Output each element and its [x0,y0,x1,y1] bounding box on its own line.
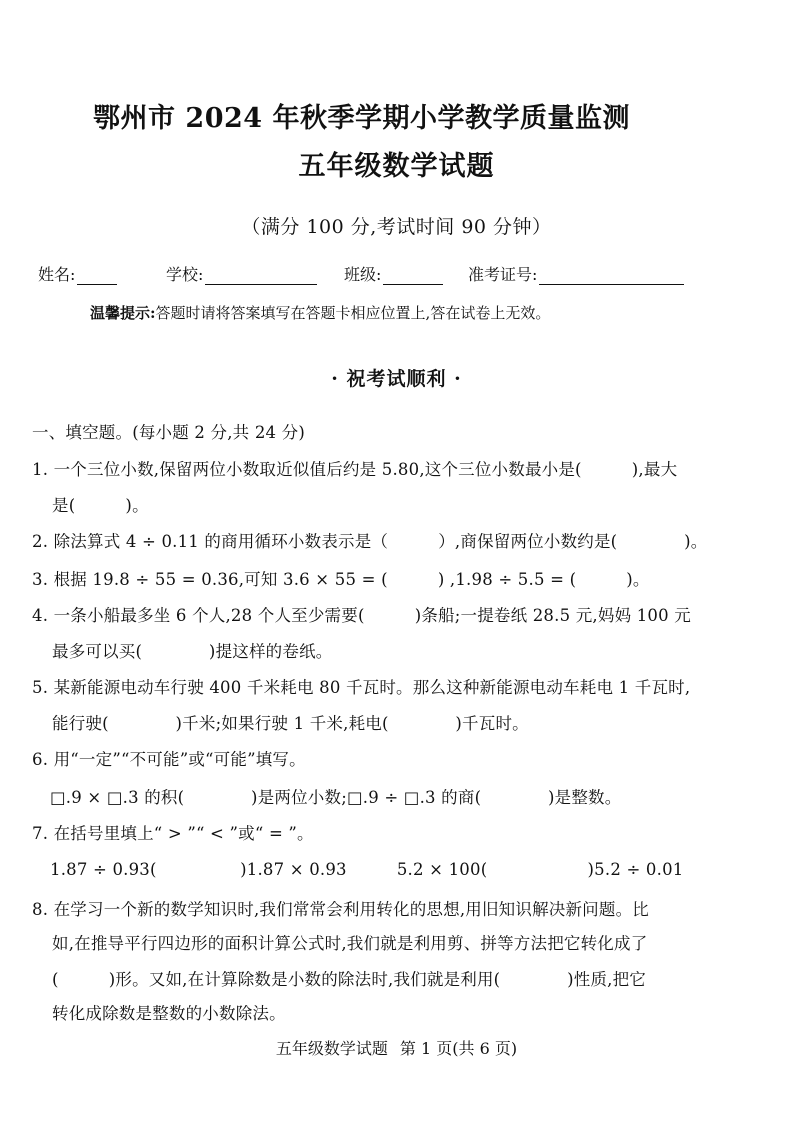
question-line: 如,在推导平行四边形的面积计算公式时,我们就是利用剪、拼等方法把它转化成了 [52,934,648,953]
question-line: 7. 在括号里填上“ > ”“ < ”或“ = ”。 [32,824,314,843]
exam-no-field [468,262,684,285]
good-luck-banner: · 祝考试顺利 · [331,368,462,390]
school-field [166,262,317,285]
school-label: 学校: [166,265,204,284]
class-blank [383,268,443,285]
name-blank [77,268,117,285]
question-line: ( )形。又如,在计算除数是小数的除法时,我们就是利用( )性质,把它 [52,970,646,989]
question-line: 6. 用“一定”“不可能”或“可能”填写。 [32,750,306,769]
student-info-row [38,262,758,284]
question-line: □.9 × □.3 的积( )是两位小数;□.9 ÷ □.3 的商( )是整数。 [50,788,622,807]
footer-page-number: 第 1 页(共 6 页) [399,1039,518,1058]
name-field [38,262,117,285]
exam-no-label: 准考证号: [468,265,538,284]
footer-title: 五年级数学试题 [275,1039,388,1058]
exam-title: 鄂州市 2024 年秋季学期小学教学质量监测 [93,103,630,134]
warm-tip [90,302,550,323]
question-line: 5. 某新能源电动车行驶 400 千米耗电 80 千瓦时。那么这种新能源电动车耗电 1 千瓦时, [32,678,691,697]
warm-tip-label: 温馨提示: [90,304,156,322]
name-label: 姓名: [38,265,76,284]
school-blank [205,268,317,285]
page-footer [0,1036,793,1059]
question-line: 8. 在学习一个新的数学知识时,我们常常会利用转化的思想,用旧知识解决新问题。比 [32,900,649,919]
exam-score-time: （满分 100 分,考试时间 90 分钟） [241,216,552,238]
question-line: 4. 一条小船最多坐 6 个人,28 个人至少需要( )条船;一提卷纸 28.5 元,妈妈 100 元 [32,606,691,625]
question-line: 3. 根据 19.8 ÷ 55 = 0.36,可知 3.6 × 55 = ( ) ,1.98 ÷ 5.5 = ( )。 [32,570,650,589]
question-line: 1. 一个三位小数,保留两位小数取近似值后约是 5.80,这个三位小数最小是( ),最大 [32,460,678,479]
class-label: 班级: [344,265,382,284]
question-line: 是( )。 [52,496,149,515]
exam-subject-title: 五年级数学试题 [298,151,495,182]
question-line: 最多可以买( )提这样的卷纸。 [52,642,333,661]
warm-tip-text: 答题时请将答案填写在答题卡相应位置上,答在试卷上无效。 [155,304,551,322]
question-line: 1.87 ÷ 0.93( )1.87 × 0.93 5.2 × 100( )5.2 ÷ 0.01 [50,860,684,879]
section-heading: 一、填空题。(每小题 2 分,共 24 分) [32,423,305,442]
question-line: 转化成除数是整数的小数除法。 [52,1004,286,1023]
question-line: 2. 除法算式 4 ÷ 0.11 的商用循环小数表示是（ ）,商保留两位小数约是( )。 [32,532,708,551]
exam-no-blank [539,268,684,285]
class-field [344,262,443,285]
question-line: 能行驶( )千米;如果行驶 1 千米,耗电( )千瓦时。 [52,714,529,733]
